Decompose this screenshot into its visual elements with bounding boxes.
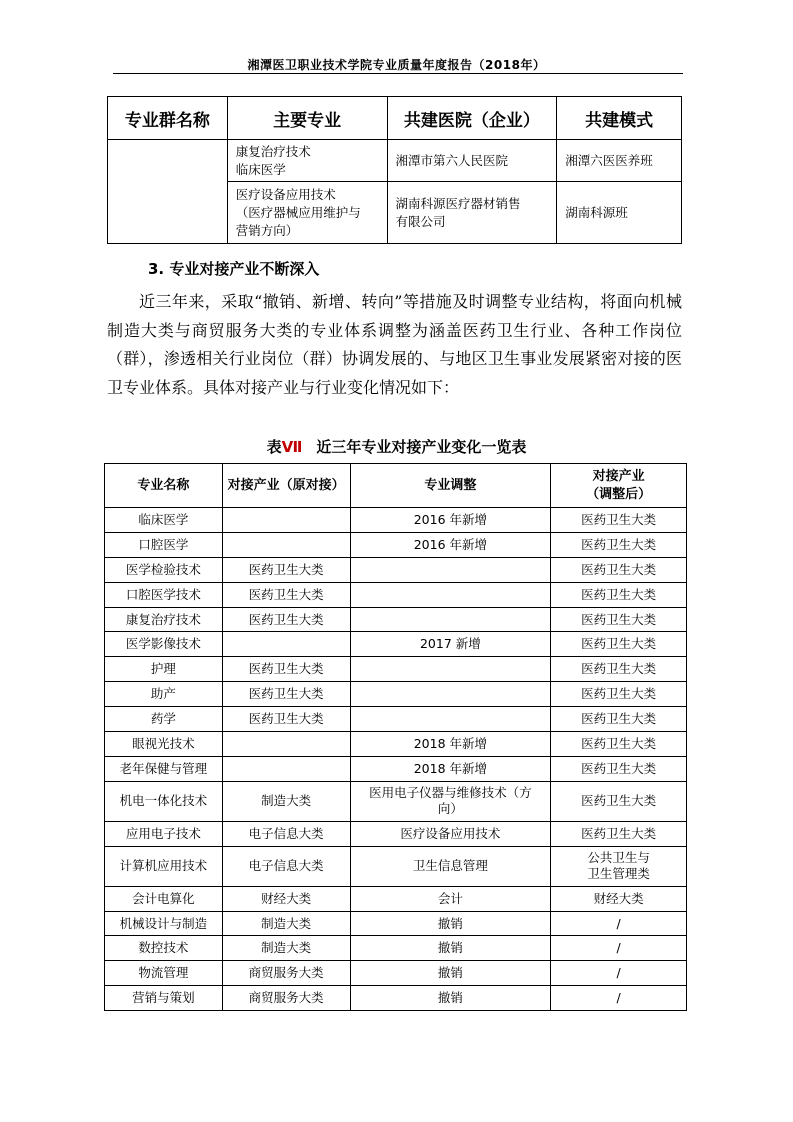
major-cell: 应用电子技术 <box>105 821 223 846</box>
original-industry-cell: 制造大类 <box>222 936 350 961</box>
adjustment-cell: 2018 年新增 <box>350 732 551 757</box>
new-industry-cell: 医药卫生大类 <box>551 682 687 707</box>
body-paragraph <box>107 288 682 402</box>
majors-cell: 医疗设备应用技术 （医疗器械应用维护与 营销方向） <box>227 182 387 244</box>
major-cell: 眼视光技术 <box>105 732 223 757</box>
new-industry-cell: 医药卫生大类 <box>551 707 687 732</box>
col-header-after: 对接产业 （调整后） <box>551 464 687 508</box>
original-industry-cell: 商贸服务大类 <box>222 961 350 986</box>
new-industry-cell: 医药卫生大类 <box>551 781 687 821</box>
table-row <box>105 781 687 821</box>
major-cell: 老年保健与管理 <box>105 756 223 781</box>
new-industry-cell: / <box>551 911 687 936</box>
new-industry-cell: / <box>551 986 687 1011</box>
majors-cell: 康复治疗技术 临床医学 <box>227 140 387 182</box>
table-row <box>105 532 687 557</box>
original-industry-cell: 医药卫生大类 <box>222 607 350 632</box>
partner-cell: 湖南科源医疗器材销售 有限公司 <box>387 182 557 244</box>
major-cell: 机电一体化技术 <box>105 781 223 821</box>
original-industry-cell <box>222 756 350 781</box>
adjustment-cell: 撤销 <box>350 986 551 1011</box>
new-industry-cell: 医药卫生大类 <box>551 557 687 582</box>
new-industry-cell: 医药卫生大类 <box>551 756 687 781</box>
major-cell: 数控技术 <box>105 936 223 961</box>
col-header-partner: 共建医院（企业） <box>387 97 557 140</box>
new-industry-cell: 医药卫生大类 <box>551 657 687 682</box>
new-industry-cell: 医药卫生大类 <box>551 632 687 657</box>
new-industry-cell: / <box>551 961 687 986</box>
mode-cell: 湘潭六医医养班 <box>557 140 682 182</box>
original-industry-cell: 医药卫生大类 <box>222 707 350 732</box>
new-industry-cell: 医药卫生大类 <box>551 508 687 533</box>
adjustment-cell: 会计 <box>350 886 551 911</box>
original-industry-cell <box>222 632 350 657</box>
major-cell: 助产 <box>105 682 223 707</box>
adjustment-cell <box>350 557 551 582</box>
adjustment-cell: 医疗设备应用技术 <box>350 821 551 846</box>
paragraph-text: 近三年来，采取“撤销、新增、转向”等措施及时调整专业结构，将面向机械制造大类与商贸服务大类的专业体系调整为涵盖医药卫生行业、各种工作岗位（群），渗透相关行业岗位（群）协调发展的、与地区卫生事业发展紧密对接的医卫专业体系。具体对接产业与行业变化情况如下： <box>107 292 682 397</box>
major-cell: 临床医学 <box>105 508 223 533</box>
new-industry-cell: 医药卫生大类 <box>551 532 687 557</box>
major-cell: 医学检验技术 <box>105 557 223 582</box>
table-row <box>105 886 687 911</box>
new-industry-cell: / <box>551 936 687 961</box>
major-cell: 营销与策划 <box>105 986 223 1011</box>
partner-table <box>107 96 682 244</box>
header-rule <box>113 73 683 74</box>
table-row <box>105 582 687 607</box>
adjustment-cell <box>350 582 551 607</box>
table-caption <box>0 436 793 457</box>
table-row <box>105 821 687 846</box>
table-row <box>105 682 687 707</box>
new-industry-cell: 公共卫生与 卫生管理类 <box>551 846 687 886</box>
major-cell: 口腔医学技术 <box>105 582 223 607</box>
adjustment-cell: 2016 年新增 <box>350 508 551 533</box>
section-heading: 3. 专业对接产业不断深入 <box>148 260 320 278</box>
col-header-majors: 主要专业 <box>227 97 387 140</box>
adjustment-cell: 2018 年新增 <box>350 756 551 781</box>
original-industry-cell <box>222 532 350 557</box>
partner-cell: 湘潭市第六人民医院 <box>387 140 557 182</box>
group-name-cell <box>108 140 228 244</box>
col-header-original: 对接产业（原对接） <box>222 464 350 508</box>
table-row <box>105 508 687 533</box>
new-industry-cell: 医药卫生大类 <box>551 821 687 846</box>
adjustment-cell: 卫生信息管理 <box>350 846 551 886</box>
major-cell: 机械设计与制造 <box>105 911 223 936</box>
table-row <box>105 632 687 657</box>
adjustment-cell: 2017 新增 <box>350 632 551 657</box>
major-cell: 护理 <box>105 657 223 682</box>
new-industry-cell: 医药卫生大类 <box>551 732 687 757</box>
table-row <box>105 707 687 732</box>
original-industry-cell: 制造大类 <box>222 781 350 821</box>
adjustment-cell <box>350 682 551 707</box>
col-header-group: 专业群名称 <box>108 97 228 140</box>
original-industry-cell: 医药卫生大类 <box>222 682 350 707</box>
industry-change-table <box>104 463 687 1011</box>
original-industry-cell: 医药卫生大类 <box>222 557 350 582</box>
original-industry-cell: 医药卫生大类 <box>222 582 350 607</box>
adjustment-cell: 撤销 <box>350 961 551 986</box>
table-header-row <box>108 97 682 140</box>
major-cell: 口腔医学 <box>105 532 223 557</box>
table-row <box>105 557 687 582</box>
table-row <box>105 986 687 1011</box>
original-industry-cell: 电子信息大类 <box>222 846 350 886</box>
original-industry-cell <box>222 732 350 757</box>
adjustment-cell: 撤销 <box>350 911 551 936</box>
adjustment-cell <box>350 707 551 732</box>
adjustment-cell <box>350 607 551 632</box>
table-row <box>105 607 687 632</box>
mode-cell: 湖南科源班 <box>557 182 682 244</box>
major-cell: 物流管理 <box>105 961 223 986</box>
col-header-adjustment: 专业调整 <box>350 464 551 508</box>
major-cell: 医学影像技术 <box>105 632 223 657</box>
caption-prefix: 表 <box>266 438 282 456</box>
page-header-title: 湘潭医卫职业技术学院专业质量年度报告（2018年） <box>247 58 546 72</box>
original-industry-cell: 财经大类 <box>222 886 350 911</box>
major-cell: 康复治疗技术 <box>105 607 223 632</box>
original-industry-cell <box>222 508 350 533</box>
original-industry-cell: 电子信息大类 <box>222 821 350 846</box>
table-row <box>105 936 687 961</box>
major-cell: 会计电算化 <box>105 886 223 911</box>
original-industry-cell: 制造大类 <box>222 911 350 936</box>
col-header-major: 专业名称 <box>105 464 223 508</box>
table-row <box>105 756 687 781</box>
table-row <box>105 657 687 682</box>
table-row <box>105 732 687 757</box>
original-industry-cell: 商贸服务大类 <box>222 986 350 1011</box>
original-industry-cell: 医药卫生大类 <box>222 657 350 682</box>
table-row <box>105 846 687 886</box>
major-cell: 计算机应用技术 <box>105 846 223 886</box>
col-header-mode: 共建模式 <box>557 97 682 140</box>
major-cell: 药学 <box>105 707 223 732</box>
adjustment-cell: 撤销 <box>350 936 551 961</box>
caption-text: 近三年专业对接产业变化一览表 <box>316 438 527 456</box>
adjustment-cell: 2016 年新增 <box>350 532 551 557</box>
new-industry-cell: 财经大类 <box>551 886 687 911</box>
new-industry-cell: 医药卫生大类 <box>551 582 687 607</box>
table-row <box>105 961 687 986</box>
table-row <box>108 140 682 182</box>
new-industry-cell: 医药卫生大类 <box>551 607 687 632</box>
adjustment-cell: 医用电子仪器与维修技术（方 向） <box>350 781 551 821</box>
caption-roman-numeral: Ⅶ <box>281 438 303 456</box>
table-row <box>105 911 687 936</box>
adjustment-cell <box>350 657 551 682</box>
table-header-row <box>105 464 687 508</box>
